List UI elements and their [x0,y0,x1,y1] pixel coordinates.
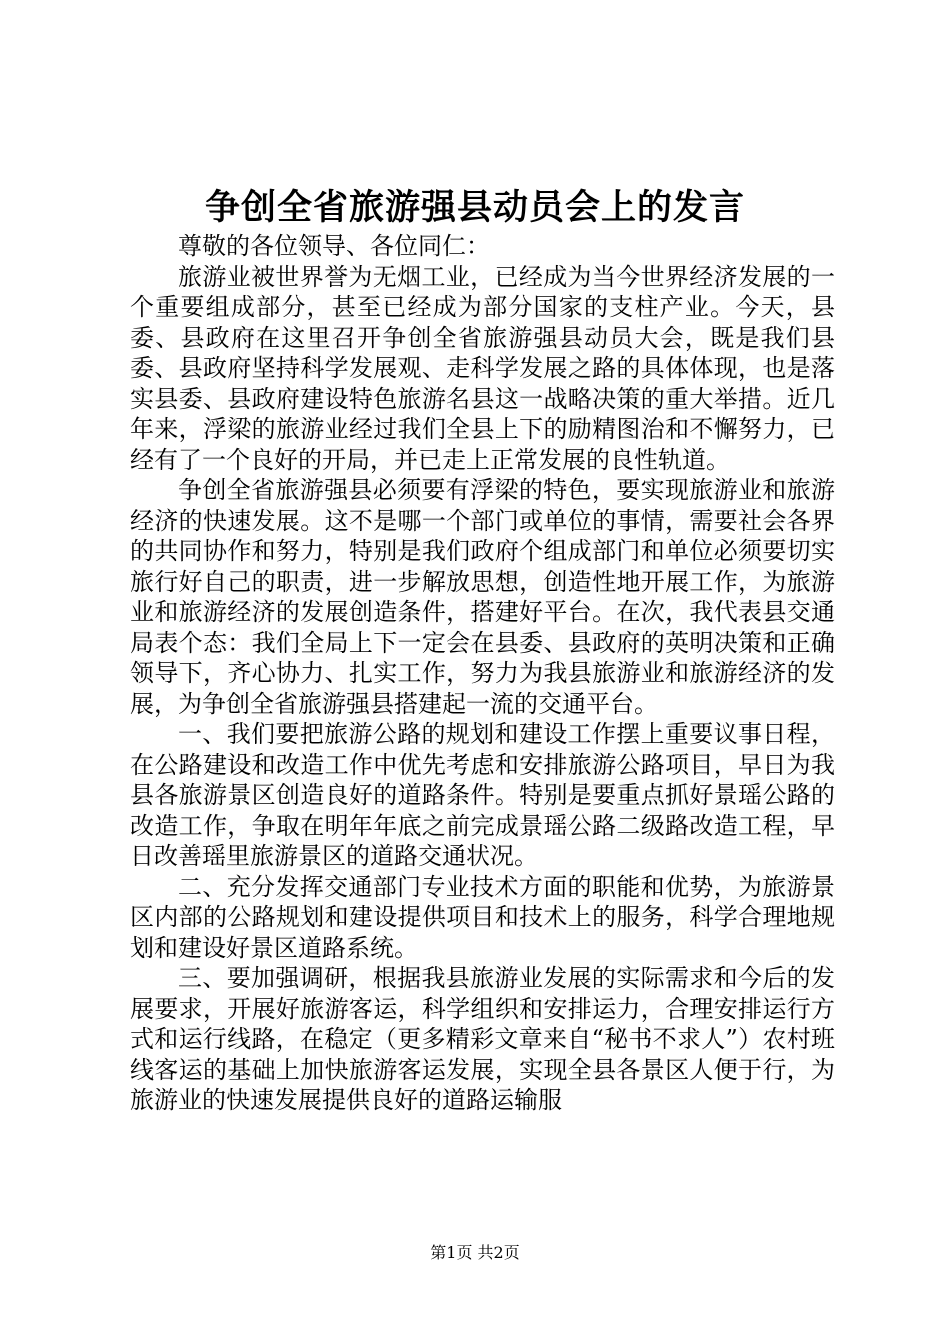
paragraph-point-two: 二、充分发挥交通部门专业技术方面的职能和优势，为旅游景区内部的公路规划和建设提供项目和技术上的服务，科学合理地规划和建设好景区道路系统。 [130,872,835,962]
document-body [130,231,835,1116]
paragraph-intro: 旅游业被世界誉为无烟工业，已经成为当今世界经济发展的一个重要组成部分，甚至已经成为部分国家的支柱产业。今天，县委、县政府在这里召开争创全省旅游强县动员大会，既是我们县委、县政府坚持科学发展观、走科学发展之路的具体体现，也是落实县委、县政府建设特色旅游名县这一战略决策的重大举措。近几年来，浮梁的旅游业经过我们全县上下的励精图治和不懈努力，已经有了一个良好的开局，并已走上正常发展的良性轨道。 [130,262,835,474]
paragraph-point-one: 一、我们要把旅游公路的规划和建设工作摆上重要议事日程，在公路建设和改造工作中优先考虑和安排旅游公路项目，早日为我县各旅游景区创造良好的道路条件。特别是要重点抓好景瑶公路的改造工作，争取在明年年底之前完成景瑶公路二级路改造工程，早日改善瑶里旅游景区的道路交通状况。 [130,720,835,870]
page-number-footer: 第1页 共2页 [430,1243,520,1262]
salutation: 尊敬的各位领导、各位同仁： [178,232,490,260]
document-title: 争创全省旅游强县动员会上的发言 [204,187,745,228]
paragraph-commitment: 争创全省旅游强县必须要有浮梁的特色，要实现旅游业和旅游经济的快速发展。这不是哪一个部门或单位的事情，需要社会各界的共同协作和努力，特别是我们政府个组成部门和单位必须要切实旅行好自己的职责，进一步解放思想，创造性地开展工作，为旅游业和旅游经济的发展创造条件，搭建好平台。在次，我代表县交通局表个态：我们全局上下一定会在县委、县政府的英明决策和正确领导下，齐心协力、扎实工作，努力为我县旅游业和旅游经济的发展，为争创全省旅游强县搭建起一流的交通平台。 [130,476,835,718]
paragraph-point-three: 三、要加强调研，根据我县旅游业发展的实际需求和今后的发展要求，开展好旅游客运，科学组织和安排运力，合理安排运行方式和运行线路，在稳定（更多精彩文章来自“秘书不求人”）农村班线客运的基础上加快旅游客运发展，实现全县各景区人便于行，为旅游业的快速发展提供良好的道路运输服 [130,964,835,1114]
